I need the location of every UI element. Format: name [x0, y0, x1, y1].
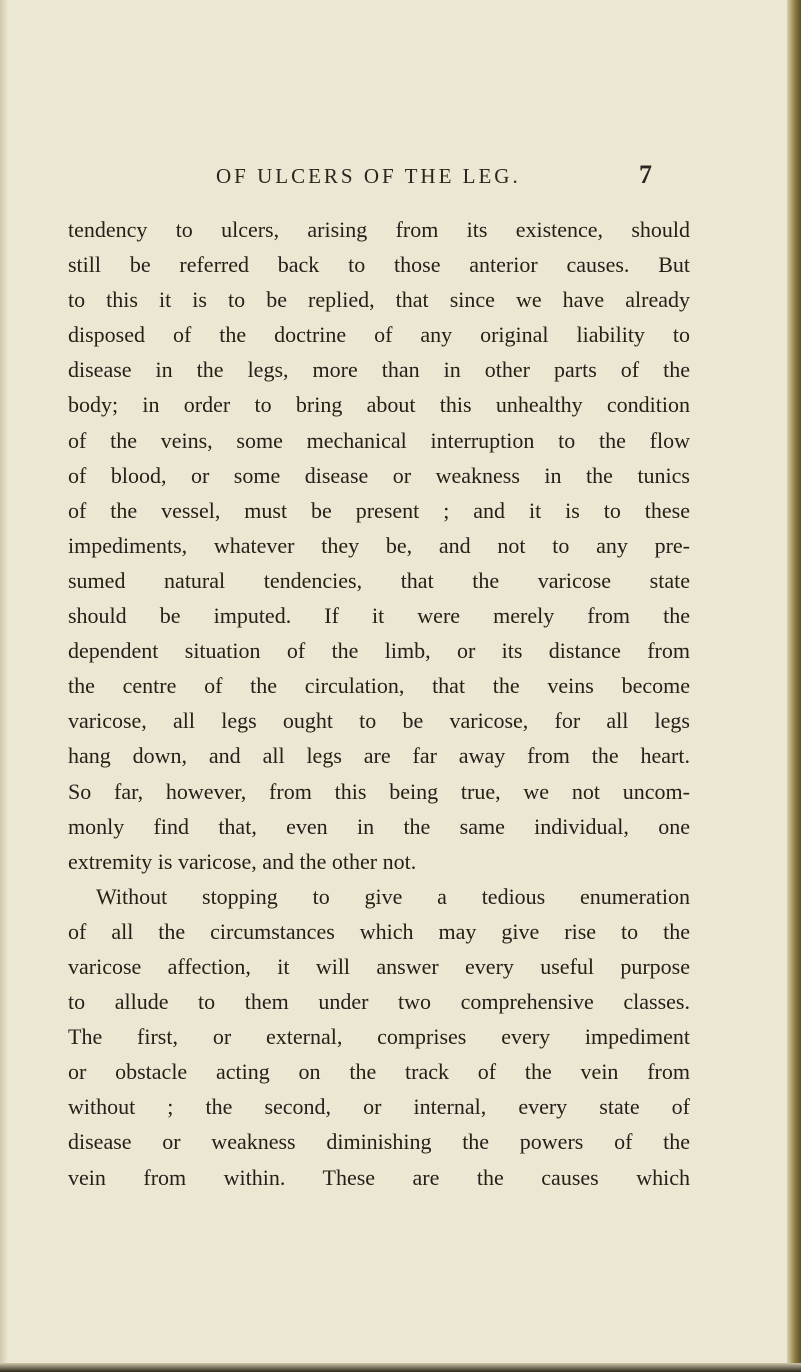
text-line: varicose, all legs ought to be varicose, for all legs	[68, 708, 690, 734]
body-text	[68, 212, 690, 1195]
text-line: to this it is to be replied, that since we have already	[68, 287, 690, 313]
text-line: The first, or external, comprises every impediment	[68, 1024, 690, 1050]
text-line: to allude to them under two comprehensive classes.	[68, 989, 690, 1015]
text-line: impediments, whatever they be, and not to any pre-	[68, 532, 690, 558]
text-line: dependent situation of the limb, or its distance from	[68, 638, 690, 664]
text-line: of blood, or some disease or weakness in the tunics	[68, 462, 690, 488]
page-number: 7	[639, 160, 652, 189]
text-line: sumed natural tendencies, that the varicose state	[68, 567, 690, 593]
text-line: monly find that, even in the same individual, one	[68, 813, 690, 839]
text-line: disease or weakness diminishing the powers of the	[68, 1129, 690, 1155]
text-line: still be referred back to those anterior causes. But	[68, 252, 690, 278]
text-line: of the vessel, must be present ; and it is to these	[68, 497, 690, 523]
text-line: vein from within. These are the causes which	[68, 1164, 690, 1190]
text-line: So far, however, from this being true, we not uncom-	[68, 778, 690, 804]
text-line: the centre of the circulation, that the veins become	[68, 673, 690, 699]
running-head: OF ULCERS OF THE LEG.	[216, 164, 521, 188]
text-line: should be imputed. If it were merely from the	[68, 603, 690, 629]
text-line: hang down, and all legs are far away from the heart.	[68, 743, 690, 769]
text-line: varicose affection, it will answer every useful purpose	[68, 953, 690, 979]
text-line: without ; the second, or internal, every state of	[68, 1094, 690, 1120]
text-line: Without stopping to give a tedious enumeration	[96, 883, 690, 909]
text-line: disease in the legs, more than in other parts of the	[68, 357, 690, 383]
text-line: of the veins, some mechanical interruption to the flow	[68, 427, 690, 453]
text-line: body; in order to bring about this unhealthy condition	[68, 392, 690, 418]
page-left-edge	[0, 0, 8, 1372]
text-line: or obstacle acting on the track of the vein from	[68, 1059, 690, 1085]
text-line: tendency to ulcers, arising from its existence, should	[68, 217, 690, 242]
text-line: disposed of the doctrine of any original liability to	[68, 322, 690, 348]
text-line: of all the circumstances which may give rise to the	[68, 918, 690, 944]
text-line: extremity is varicose, and the other not.	[68, 848, 417, 874]
page-right-edge	[787, 0, 801, 1372]
page-bottom-edge	[0, 1363, 801, 1372]
